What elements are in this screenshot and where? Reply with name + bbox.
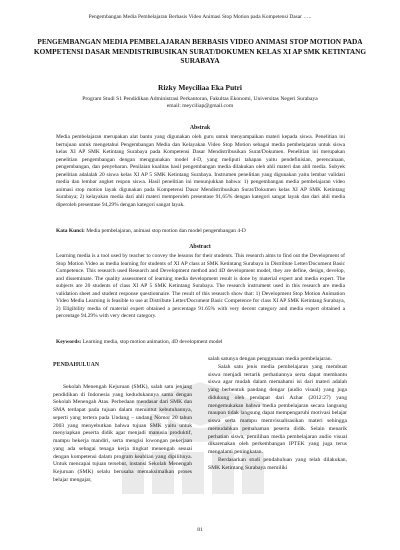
affiliation-text: Program Studi S1 Pendidikan Administrasi Perkantoran, Fakultas Ekonomi, Universitas Negeri Surabaya <box>82 96 318 102</box>
abstrak-heading: Abstrak <box>189 125 211 131</box>
abstrak-keywords-label: Kata Kunci: <box>56 228 85 234</box>
paper-title: PENGEMBANGAN MEDIA PEMBELAJARAN BERBASIS VIDEO ANIMASI STOP MOTION PADA KOMPETENSI DASAR MENDISTRIBUSIKAN SURAT/DOKUMEN KELAS XI AP SMK KETINTANG SURABAYA <box>33 37 367 66</box>
abstrak-keywords <box>56 228 345 236</box>
abstract-keywords <box>56 339 345 347</box>
abstract-heading: Abstract <box>189 244 211 250</box>
abstract-keywords-label: Keywords: <box>56 339 82 345</box>
abstract-text: Learning media is a tool used by teacher to convey the lessons for their students. This research aims to find out the Development of Stop Motion Video as media learning for students of XI AP class at SMK Ketintang Surabaya in Distribute Letter/Document Basic Competence. This research used Research and Development method and 4D development model, they are define, design, develop, and disseminate. The quality assessment of learning media development result is done by material expert and media expert. The subjects are 20 students of class XI AP 5 SMK Ketintang Surabaya. The research instrument used in this research are media validation sheet and student response questionnaire. The result of this research show that: 1) Development Stop Motion Animation Video Media Learning is feasible to use at Distribute Letter/Document Basic Competence for class XI AP SMK Ketintang Surabaya, 2) Eligibility media of material expert obtained a percentage 91.65% with very decent category and media expert obtained a percentage 94.29% with very decent category. <box>56 253 345 320</box>
body-paragraph-continuation: salah satunya dengan penggunaan media pembelajaran. <box>208 356 332 362</box>
abstrak-text: Media pembelajaran merupakan alat bantu yang digunakan oleh guru untuk menyampaikan materi kepada siswa. Penelitian ini bertujuan untuk mengetahui Pengembangan Media dan Kelayakan Video Stop Motion sebagai media pembelajaran untuk siswa kelas XI AP SMK Ketintang Surabaya pada Kompetensi Dasar Mendistribusikan Surat/Dokumen. Penelitian ini merupakan penelitian pengembangan dengan menggunakan model 4-D, yang meliputi tahapan yaitu pendefinisian, perencanaan, pengembangan, dan penyebaran. Penilaian kualitas hasil pengembangan media dilakukan oleh ahli materi dan ahli media. Subyek penelitian adalalah 20 siswa kelas XI AP 5 SMK Ketintang Surabaya. Instrumen penelitian yang digunakan yaitu lembar validasi media dan lembar angket respon siswa. Hasil penelitian ini menunjukkan bahwa: 1) pengembangan media pembelajaran video animasi stop motion layak digunakan pada Kompetensi Dasar Mendistribusikan Surat/Dokumen kelas XI AP SMK Ketintang Surabaya; 2) kelayakan media dari ahli materi memperoleh presentase 91,65% dengan kategori sangat layak dan dari ahli media diperoleh presentase 94,29% dengan kategori sangat layak. <box>56 134 345 208</box>
body-paragraph: Salah satu jenis media pembelajaran yang membuat siswa menjadi tertarik perhatiannya serta dapat membantu siswa agar mudah dalam memahami isi dari materi adalah yang berbentuk pandang dengar (audio visual) yang juga didukung oleh pendapat dari Azhar (2012:27) yang mengemukakan bahwa media pembelajaran secara langsung maupun tidak langsung dapat mempengaruhi motivasi belajar siswa serta mampu memvisualisasikan materi sehingga memudahkan pemahaman peserta didik. Selain menarik perhatian siswa, pemilihan media pembelajaran audio visual dikarenakan oleh perkembangan IPTEK yang juga terus mengalami peningkatan. <box>208 363 347 455</box>
author-email: email: meyciliap@gmail.com <box>166 103 234 110</box>
section-heading-pendahuluan: PENDAHULUAN <box>53 362 100 368</box>
body-column-left <box>53 362 192 485</box>
abstract-keywords-text: Learning media, stop motion animation, 4D development model <box>82 339 223 345</box>
running-header: Pengembangan Media Pembelajaran Berbasis Video Animasi Stop Motion pada Kompetensi Dasar ….. <box>88 14 312 20</box>
page-number: 81 <box>197 527 203 533</box>
author-name: Rizky Meyciliaa Eka Putri <box>158 83 242 92</box>
body-paragraph: Sekolah Menengah Kejuruan (SMK), salah satu jenjang pendidikan di Indonesia yang kedudukannya sama dengan Sekolah Menengah Atas. Perbedaan mendasar dari SMK dan SMA terdapat pada tujuan dalam menuntut kebutuhannya, seperti yang tertera pada Undang – undang Nomor 20 tahun 2003 yang menyebutkan bahwa tujuan SMK yaitu untuk menyiapkan peserta didik agar menjadi manusia produktif, mampu bekerja mandiri, serta mengisi lowongan pekerjaan yang ada sebagai tenaga kerja tingkat menengah sesuai dengan kompetensi dalam program keahlian yang dipilihnya. Untuk mencapai tujuan tersebut, instansi Sekolah Menengah Kejuruan (SMK) selalu berusaha memaksimalkan proses belajar mengajar, <box>53 383 192 483</box>
body-column-right <box>208 356 347 472</box>
body-paragraph: Berdasarkan studi pendahuluan yang telah dilakukan, SMK Ketintang Surabaya memiliki <box>208 456 347 471</box>
author-affiliation <box>0 96 400 111</box>
abstrak-keywords-text: Media pembelajaran, animasi stop motion dan model pengembangan 4-D <box>86 228 246 234</box>
